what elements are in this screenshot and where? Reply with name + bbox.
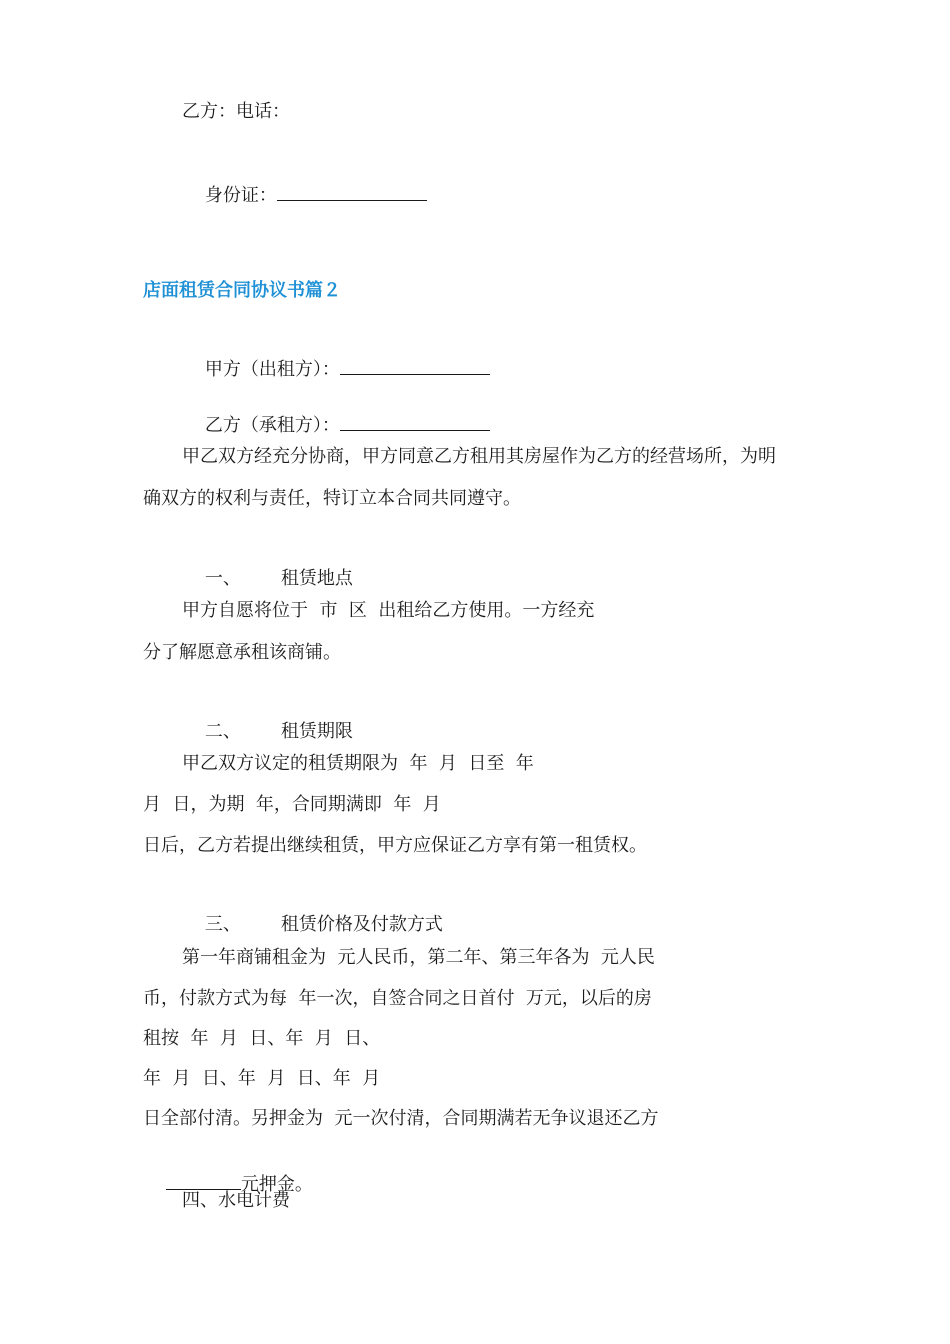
section-1-line-2: 分了解愿意承租该商铺。 xyxy=(143,642,341,663)
id-card-line xyxy=(182,160,427,232)
section-3-line-5: 日全部付清。另押金为 元一次付清，合同期满若无争议退还乙方 xyxy=(143,1108,659,1129)
section-2-line-3: 日后，乙方若提出继续租赁，甲方应保证乙方享有第一租赁权。 xyxy=(143,835,647,856)
section-3-line-3: 租按 年 月 日、年 月 日、 xyxy=(143,1028,381,1049)
section-1-number: 一、 xyxy=(204,568,241,589)
party-a-label: 甲方（出租方）： xyxy=(204,359,340,380)
section-1-title: 租赁地点 xyxy=(280,568,353,589)
deposit-blank xyxy=(166,1173,241,1190)
section-1-line-1: 甲方自愿将位于 市 区 出租给乙方使用。一方经充 xyxy=(182,600,595,621)
section-2-line-1: 甲乙双方议定的租赁期限为 年 月 日至 年 xyxy=(182,753,534,774)
section-heading: 店面租赁合同协议书篇２ xyxy=(143,280,341,301)
section-2-title: 租赁期限 xyxy=(280,721,353,742)
section-2-line-2: 月 日，为期 年，合同期满即 年 月 xyxy=(143,794,441,815)
section-3-number: 三、 xyxy=(204,914,241,935)
section-4-header: 四、水电计费 xyxy=(182,1190,290,1211)
section-3-line-1: 第一年商铺租金为 元人民币，第二年、第三年各为 元人民 xyxy=(182,947,655,968)
section-3-title: 租赁价格及付款方式 xyxy=(280,914,443,935)
section-3-line-4: 年 月 日、年 月 日、年 月 xyxy=(143,1068,381,1089)
section-3-line-2: 币，付款方式为每 年一次，自签合同之日首付 万元，以后的房 xyxy=(143,988,652,1009)
party-b-blank xyxy=(340,414,490,431)
party-a-blank xyxy=(340,358,490,375)
party-b-phone-line: 乙方：电话： xyxy=(182,101,290,122)
id-card-label: 身份证： xyxy=(204,185,277,206)
intro-line-2: 确双方的权利与责任，特订立本合同共同遵守。 xyxy=(143,488,521,509)
party-b-label: 乙方（承租方）： xyxy=(204,415,340,436)
deposit-text: 元押金。 xyxy=(240,1174,313,1195)
section-2-number: 二、 xyxy=(204,721,241,742)
intro-line-1: 甲乙双方经充分协商，甲方同意乙方租用其房屋作为乙方的经营场所，为明 xyxy=(182,446,776,467)
id-card-blank xyxy=(277,184,427,201)
